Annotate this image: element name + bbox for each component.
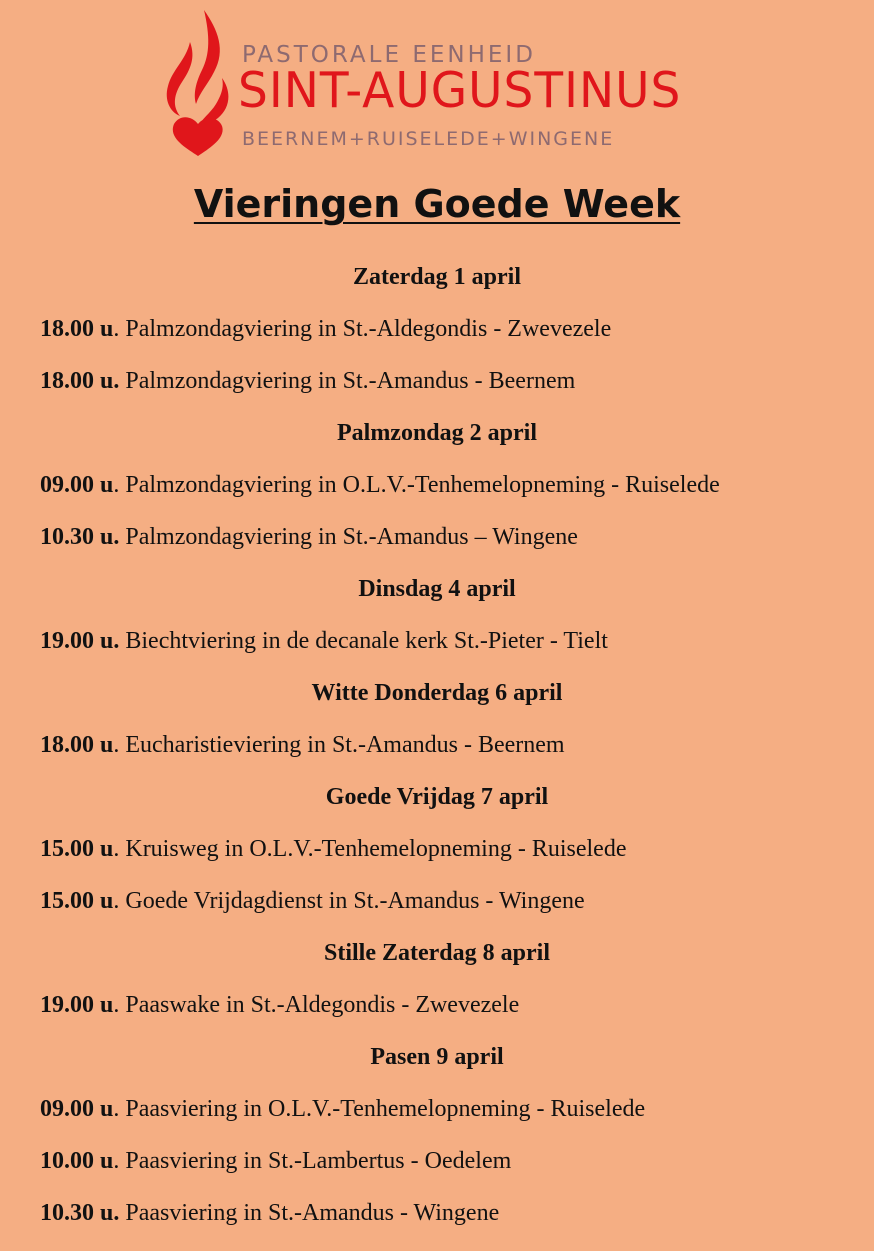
page-title: Vieringen Goede Week [193,182,681,226]
event-time: 19.00 u [40,992,114,1018]
event-row [0,1141,874,1181]
event-time: 19.00 u. [40,628,120,654]
parish-logo [160,8,700,158]
event-separator: . [113,472,126,498]
event-separator: . [113,1148,126,1174]
event-description: Paaswake in St.-Aldegondis - Zwevezele [125,992,520,1018]
event-separator: . [113,888,126,914]
event-description: Palmzondagviering in St.-Amandus - Beernem [125,368,576,394]
event-row [0,725,874,765]
event-row [0,517,874,557]
event-row [0,621,874,661]
day-heading: Zaterdag 1 april [353,264,521,290]
day-heading: Goede Vrijdag 7 april [325,784,549,810]
day-heading: Witte Donderdag 6 april [311,680,563,706]
day-heading: Pasen 9 april [370,1044,504,1070]
event-description: Paasviering in O.L.V.-Tenhemelopneming - Ruiselede [125,1096,646,1122]
day-heading: Dinsdag 4 april [358,576,516,602]
event-description: Kruisweg in O.L.V.-Tenhemelopneming - Ruiselede [125,836,627,862]
event-time: 09.00 u [40,472,114,498]
event-separator: . [113,992,126,1018]
event-description: Paasviering in St.-Lambertus - Oedelem [125,1148,512,1174]
logo-parish-name: SINT-AUGUSTINUS [238,61,682,120]
logo-subtitle-bottom: BEERNEM+RUISELEDE+WINGENE [242,128,615,150]
event-row [0,465,874,505]
flame-heart-icon [160,8,240,158]
day-heading: Stille Zaterdag 8 april [324,940,550,966]
event-separator: . [113,732,126,758]
event-description: Eucharistieviering in St.-Amandus - Beernem [125,732,565,758]
event-time: 15.00 u [40,888,114,914]
event-row [0,881,874,921]
event-description: Goede Vrijdagdienst in St.-Amandus - Wingene [125,888,585,914]
event-time: 10.00 u [40,1148,114,1174]
event-time: 09.00 u [40,1096,114,1122]
event-row [0,309,874,349]
event-row [0,985,874,1025]
event-time: 15.00 u [40,836,114,862]
event-row [0,1089,874,1129]
event-time: 18.00 u [40,316,114,342]
event-description: Biechtviering in de decanale kerk St.-Pieter - Tielt [125,628,608,654]
event-time: 10.30 u. [40,524,120,550]
event-time: 18.00 u. [40,368,120,394]
event-separator: . [113,836,126,862]
event-row [0,829,874,869]
event-separator: . [113,316,126,342]
event-description: Palmzondagviering in O.L.V.-Tenhemelopneming - Ruiselede [125,472,720,498]
event-time: 10.30 u. [40,1200,120,1226]
event-time: 18.00 u [40,732,114,758]
event-row [0,1193,874,1233]
event-description: Palmzondagviering in St.-Aldegondis - Zwevezele [125,316,612,342]
event-row [0,361,874,401]
logo-subtitle-top: PASTORALE EENHEID [242,42,536,68]
event-separator: . [113,1096,126,1122]
event-description: Palmzondagviering in St.-Amandus – Wingene [125,524,578,550]
day-heading: Palmzondag 2 april [336,420,537,446]
schedule [0,257,874,1245]
event-description: Paasviering in St.-Amandus - Wingene [125,1200,500,1226]
